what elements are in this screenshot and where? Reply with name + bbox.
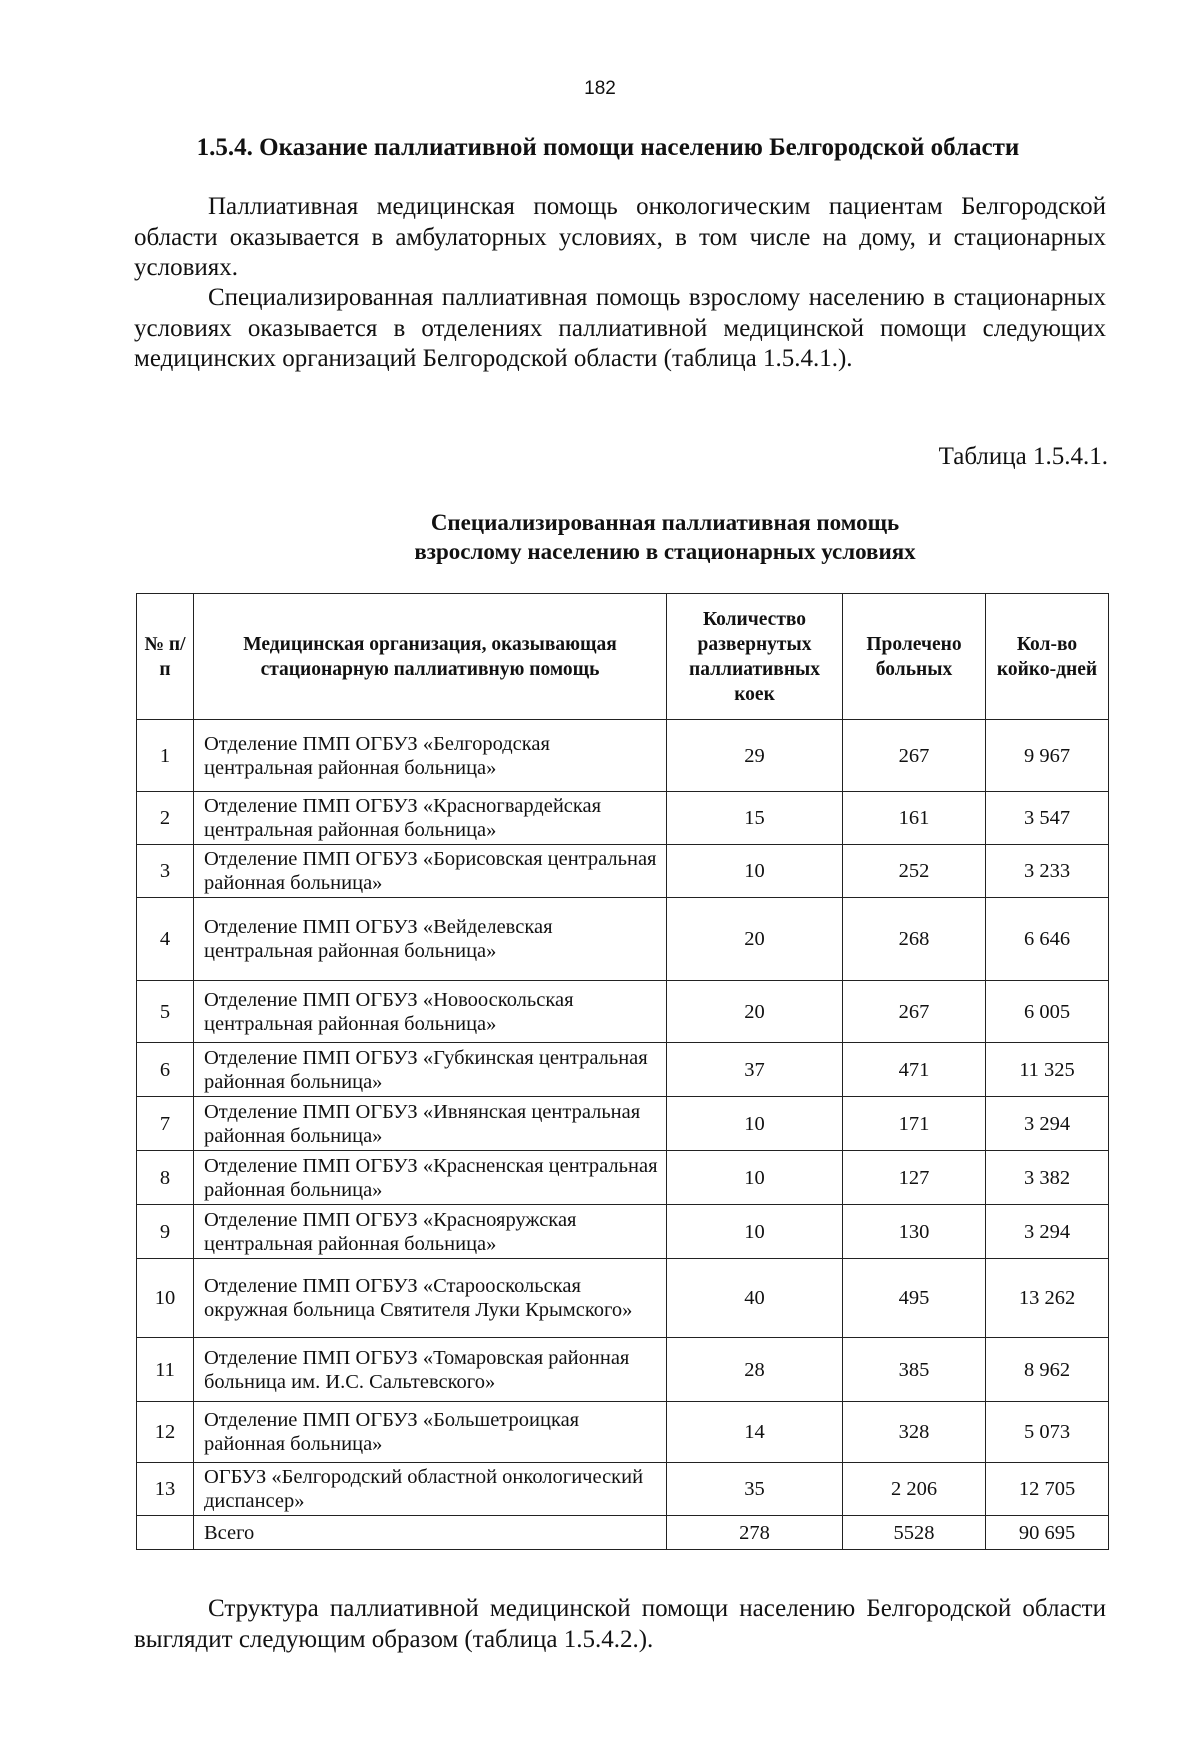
row-treated: 268 <box>843 898 986 981</box>
header-beds: Количество развернутых паллиативных коек <box>667 594 843 720</box>
row-treated: 161 <box>843 792 986 845</box>
row-beds: 20 <box>667 981 843 1043</box>
row-org: Отделение ПМП ОГБУЗ «Белгородская центральная районная больница» <box>194 720 667 792</box>
row-num: 9 <box>137 1205 194 1259</box>
row-bed-days: 8 962 <box>986 1338 1109 1402</box>
row-beds: 10 <box>667 1151 843 1205</box>
paragraph-specialized-care: Специализированная паллиативная помощь взрослому населению в стационарных условиях оказывается в отделениях паллиативной медицинской помощи следующих медицинских организаций Белгородской области (таблица 1.5.4.1.). <box>134 284 1106 372</box>
row-bed-days: 12 705 <box>986 1463 1109 1516</box>
row-num: 11 <box>137 1338 194 1402</box>
row-org: Отделение ПМП ОГБУЗ «Новооскольская центральная районная больница» <box>194 981 667 1043</box>
table-row <box>137 1043 1109 1097</box>
header-bed-days: Кол-во койко-дней <box>986 594 1109 720</box>
paragraph-structure: Структура паллиативной медицинской помощи населению Белгородской области выглядит следующим образом (таблица 1.5.4.2.). <box>134 1595 1106 1653</box>
row-bed-days: 3 233 <box>986 845 1109 898</box>
total-label: Всего <box>194 1516 667 1550</box>
row-treated: 2 206 <box>843 1463 986 1516</box>
table-title-line-1: Специализированная паллиативная помощь <box>430 510 900 535</box>
row-bed-days: 6 005 <box>986 981 1109 1043</box>
paragraph-intro: Паллиативная медицинская помощь онкологическим пациентам Белгородской области оказывается в амбулаторных условиях, в том числе на дому, и стационарных условиях. <box>134 193 1106 281</box>
row-treated: 495 <box>843 1259 986 1338</box>
row-treated: 252 <box>843 845 986 898</box>
table-row <box>137 1205 1109 1259</box>
row-treated: 328 <box>843 1402 986 1463</box>
row-org: Отделение ПМП ОГБУЗ «Старооскольская окружная больница Святителя Луки Крымского» <box>194 1259 667 1338</box>
table-total-row <box>137 1516 1109 1550</box>
row-beds: 20 <box>667 898 843 981</box>
table-header-row <box>137 594 1109 720</box>
row-beds: 10 <box>667 1097 843 1151</box>
row-num: 7 <box>137 1097 194 1151</box>
row-num: 6 <box>137 1043 194 1097</box>
header-treated: Пролечено больных <box>843 594 986 720</box>
row-beds: 14 <box>667 1402 843 1463</box>
table-row <box>137 1463 1109 1516</box>
row-bed-days: 5 073 <box>986 1402 1109 1463</box>
row-org: Отделение ПМП ОГБУЗ «Ивнянская центральная районная больница» <box>194 1097 667 1151</box>
table-title <box>0 508 1200 566</box>
row-beds: 10 <box>667 1205 843 1259</box>
row-treated: 267 <box>843 981 986 1043</box>
row-beds: 29 <box>667 720 843 792</box>
row-treated: 171 <box>843 1097 986 1151</box>
row-num: 4 <box>137 898 194 981</box>
row-bed-days: 3 294 <box>986 1205 1109 1259</box>
row-treated: 130 <box>843 1205 986 1259</box>
row-beds: 28 <box>667 1338 843 1402</box>
row-treated: 127 <box>843 1151 986 1205</box>
table-row <box>137 1338 1109 1402</box>
row-bed-days: 3 294 <box>986 1097 1109 1151</box>
palliative-care-table <box>136 593 1109 1550</box>
row-bed-days: 3 547 <box>986 792 1109 845</box>
row-org: Отделение ПМП ОГБУЗ «Борисовская центральная районная больница» <box>194 845 667 898</box>
row-num: 12 <box>137 1402 194 1463</box>
row-bed-days: 11 325 <box>986 1043 1109 1097</box>
row-num: 8 <box>137 1151 194 1205</box>
row-bed-days: 13 262 <box>986 1259 1109 1338</box>
row-beds: 10 <box>667 845 843 898</box>
row-org: Отделение ПМП ОГБУЗ «Большетроицкая районная больница» <box>194 1402 667 1463</box>
row-org: Отделение ПМП ОГБУЗ «Краснояружская центральная районная больница» <box>194 1205 667 1259</box>
row-org: Отделение ПМП ОГБУЗ «Томаровская районная больница им. И.С. Сальтевского» <box>194 1338 667 1402</box>
row-beds: 15 <box>667 792 843 845</box>
row-beds: 35 <box>667 1463 843 1516</box>
row-bed-days: 3 382 <box>986 1151 1109 1205</box>
total-num <box>137 1516 194 1550</box>
table-row <box>137 1097 1109 1151</box>
row-treated: 471 <box>843 1043 986 1097</box>
row-num: 3 <box>137 845 194 898</box>
table-row <box>137 1402 1109 1463</box>
total-treated: 5528 <box>843 1516 986 1550</box>
row-org: Отделение ПМП ОГБУЗ «Красногвардейская центральная районная больница» <box>194 792 667 845</box>
total-bed-days: 90 695 <box>986 1516 1109 1550</box>
row-bed-days: 9 967 <box>986 720 1109 792</box>
section-heading: 1.5.4. Оказание паллиативной помощи населению Белгородской области <box>196 134 1020 161</box>
row-beds: 37 <box>667 1043 843 1097</box>
row-treated: 385 <box>843 1338 986 1402</box>
page-number: 182 <box>584 78 616 99</box>
total-beds: 278 <box>667 1516 843 1550</box>
row-num: 5 <box>137 981 194 1043</box>
header-org: Медицинская организация, оказывающая стационарную паллиативную помощь <box>194 594 667 720</box>
row-beds: 40 <box>667 1259 843 1338</box>
row-num: 10 <box>137 1259 194 1338</box>
table-row <box>137 898 1109 981</box>
row-bed-days: 6 646 <box>986 898 1109 981</box>
row-org: ОГБУЗ «Белгородский областной онкологический диспансер» <box>194 1463 667 1516</box>
row-num: 1 <box>137 720 194 792</box>
header-num: № п/п <box>137 594 194 720</box>
row-num: 2 <box>137 792 194 845</box>
row-org: Отделение ПМП ОГБУЗ «Красненская центральная районная больница» <box>194 1151 667 1205</box>
table-row <box>137 845 1109 898</box>
row-treated: 267 <box>843 720 986 792</box>
table-row <box>137 1151 1109 1205</box>
row-org: Отделение ПМП ОГБУЗ «Вейделевская центральная районная больница» <box>194 898 667 981</box>
table-row <box>137 720 1109 792</box>
table-row <box>137 792 1109 845</box>
table-row <box>137 1259 1109 1338</box>
table-caption: Таблица 1.5.4.1. <box>938 443 1108 470</box>
row-org: Отделение ПМП ОГБУЗ «Губкинская центральная районная больница» <box>194 1043 667 1097</box>
row-num: 13 <box>137 1463 194 1516</box>
table-title-line-2: взрослому населению в стационарных условиях <box>414 539 916 564</box>
table-row <box>137 981 1109 1043</box>
